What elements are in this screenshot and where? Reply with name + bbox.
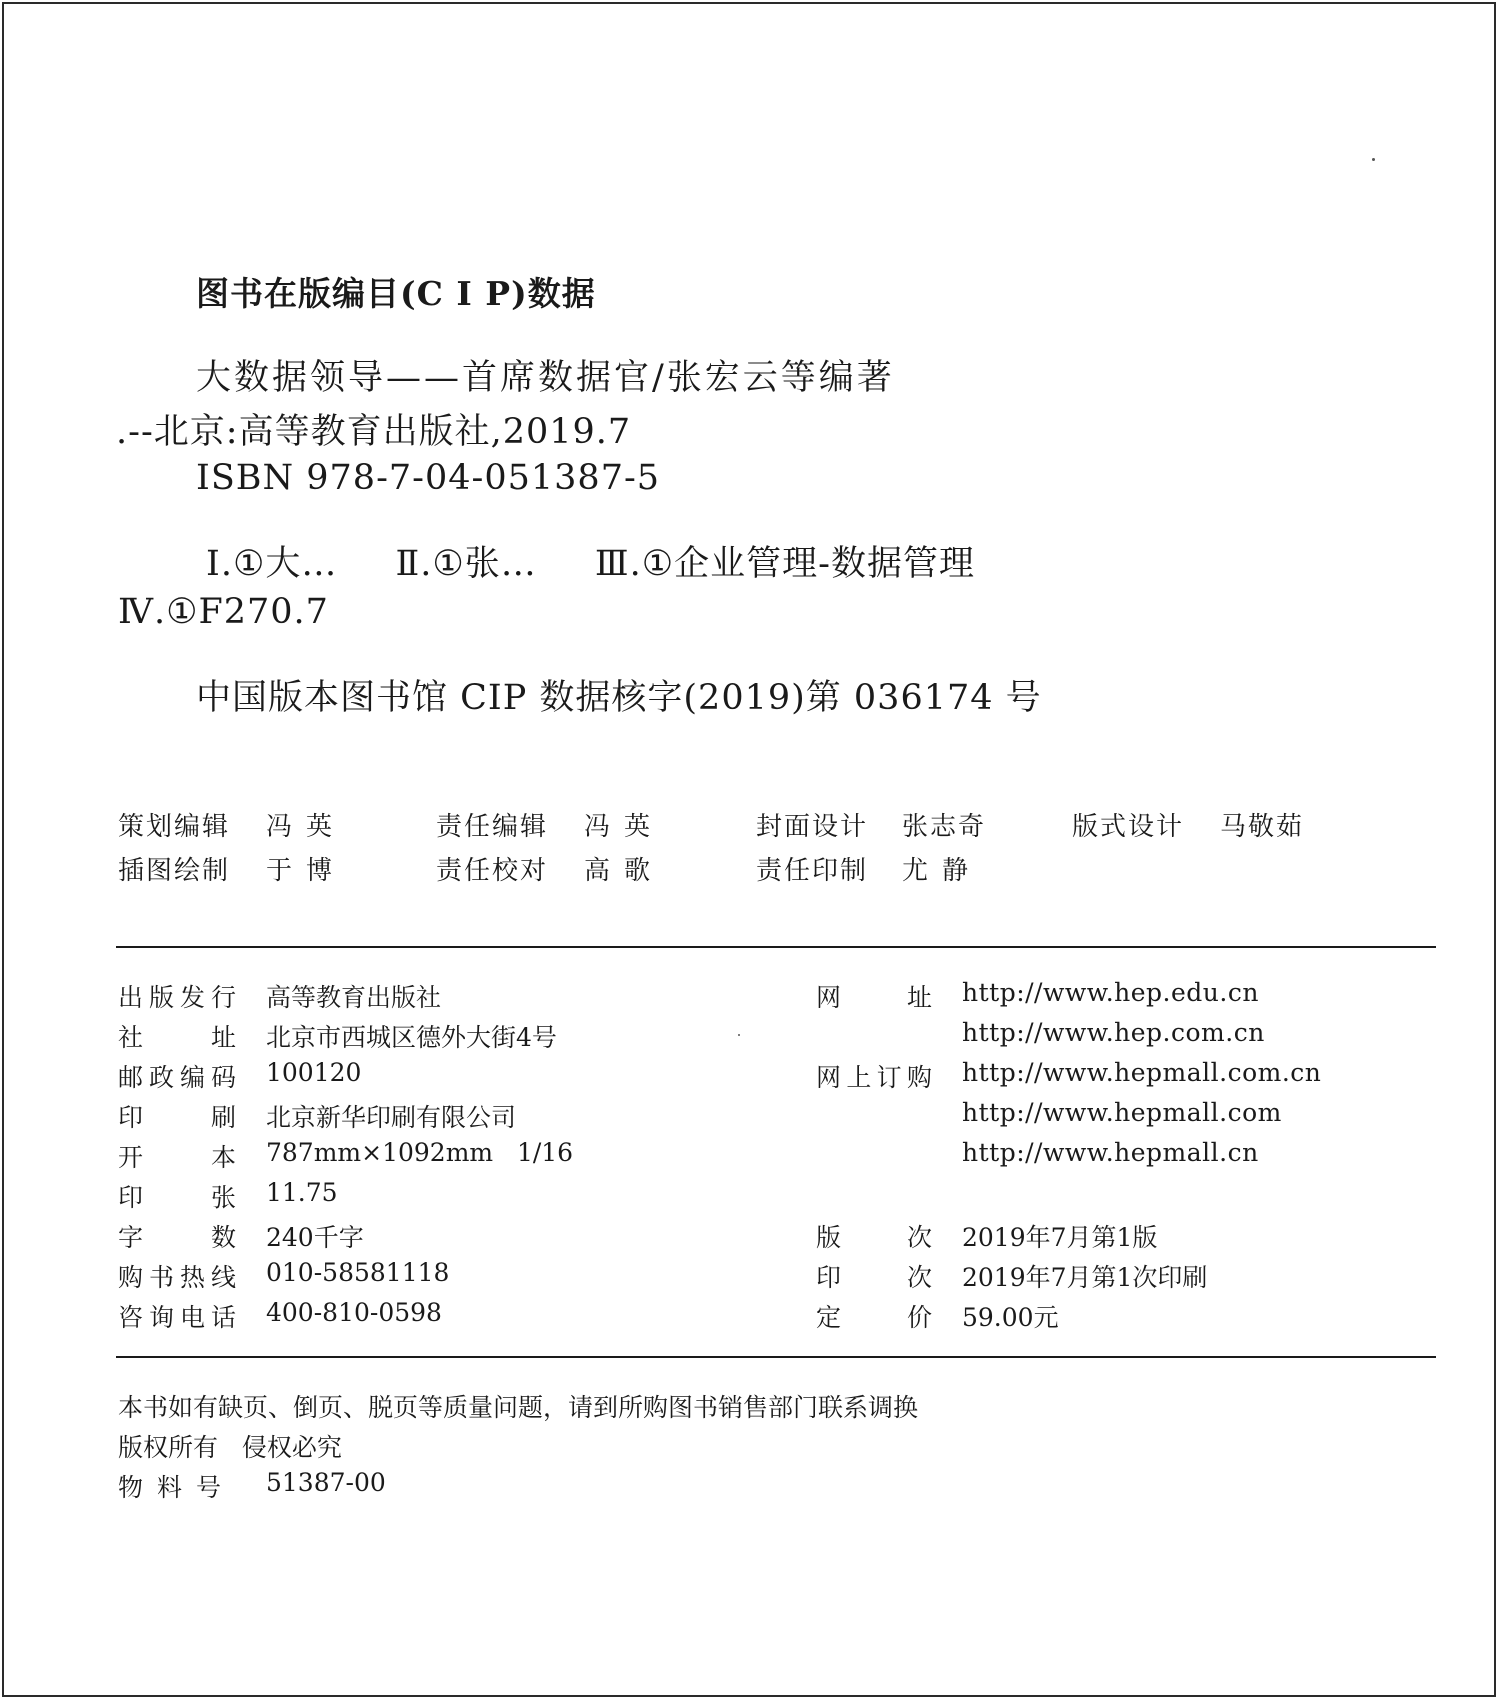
info-label: 邮政编码 (118, 1063, 236, 1092)
info-label: 定价 (816, 1303, 932, 1332)
info-label: 字数 (118, 1223, 236, 1252)
staff-label: 版式设计 (1072, 812, 1185, 842)
material-label: 物料号 (118, 1473, 236, 1502)
staff-name: 冯英 (266, 812, 347, 842)
info-label: 咨询电话 (118, 1303, 236, 1332)
info-label: 版次 (816, 1223, 932, 1252)
cip-heading: 图书在版编目(C I P)数据 (196, 274, 596, 313)
info-value: 高等教育出版社 (266, 983, 442, 1012)
staff-name: 高歌 (584, 856, 665, 886)
website-link: http://www.hep.com.cn (962, 1018, 1265, 1047)
info-label: 开本 (118, 1143, 236, 1172)
info-label: 印张 (118, 1183, 236, 1212)
staff-label: 插图绘制 (118, 856, 231, 886)
material-number: 51387-00 (266, 1468, 386, 1497)
info-label: 网上订购 (816, 1063, 932, 1092)
staff-name: 于博 (266, 856, 347, 886)
info-label: 出版发行 (118, 983, 236, 1012)
cip-isbn-line: ISBN 978-7-04-051387-5 (196, 458, 661, 498)
website-link: http://www.hepmall.com.cn (962, 1058, 1322, 1087)
info-label: 印刷 (118, 1103, 236, 1132)
staff-name: 马敬茹 (1220, 812, 1305, 842)
staff-label: 责任编辑 (436, 812, 549, 842)
info-value: 400-810-0598 (266, 1298, 442, 1327)
info-label: 网址 (816, 983, 932, 1012)
info-value: 240千字 (266, 1223, 364, 1252)
website-link: http://www.hepmall.cn (962, 1138, 1259, 1167)
classification-item: Ⅰ.①大… (206, 544, 338, 584)
copyright-notice: 版权所有 侵权必究 (118, 1433, 342, 1462)
info-label: 印次 (816, 1263, 932, 1292)
info-value: 59.00元 (962, 1303, 1059, 1332)
staff-name: 张志奇 (902, 812, 987, 842)
staff-label: 责任校对 (436, 856, 549, 886)
quality-notice: 本书如有缺页、倒页、脱页等质量问题，请到所购图书销售部门联系调换 (118, 1393, 919, 1422)
scan-speck (1372, 158, 1375, 161)
cip-publisher-line: .--北京:高等教育出版社,2019.7 (116, 412, 632, 452)
website-link: http://www.hepmall.com (962, 1098, 1282, 1127)
divider-top (116, 946, 1436, 948)
info-label: 社址 (118, 1023, 236, 1052)
info-value: 787mm×1092mm 1/16 (266, 1138, 574, 1167)
classification-item: Ⅲ.①企业管理-数据管理 (594, 544, 976, 584)
cip-title-line: 大数据领导——首席数据官/张宏云等编著 (196, 358, 895, 398)
divider-bottom (116, 1356, 1436, 1358)
info-value: 100120 (266, 1058, 362, 1087)
cip-classification-2: Ⅳ.①F270.7 (118, 592, 329, 632)
info-value: 2019年7月第1版 (962, 1223, 1158, 1252)
info-value: 010-58581118 (266, 1258, 450, 1287)
staff-name: 冯英 (584, 812, 665, 842)
info-value: 11.75 (266, 1178, 338, 1207)
info-value: 北京市西城区德外大街4号 (266, 1023, 557, 1052)
info-value: 北京新华印刷有限公司 (266, 1103, 517, 1132)
scan-speck (738, 1034, 740, 1036)
cip-classification (206, 536, 975, 586)
info-label: 购书热线 (118, 1263, 236, 1292)
staff-label: 策划编辑 (118, 812, 231, 842)
cip-approval-number: 中国版本图书馆 CIP 数据核字(2019)第 036174 号 (196, 678, 1042, 718)
classification-item: Ⅱ.①张… (395, 544, 537, 584)
website-link: http://www.hep.edu.cn (962, 978, 1259, 1007)
info-value: 2019年7月第1次印刷 (962, 1263, 1208, 1292)
staff-label: 封面设计 (756, 812, 869, 842)
staff-name: 尤静 (902, 856, 983, 886)
staff-label: 责任印制 (756, 856, 869, 886)
